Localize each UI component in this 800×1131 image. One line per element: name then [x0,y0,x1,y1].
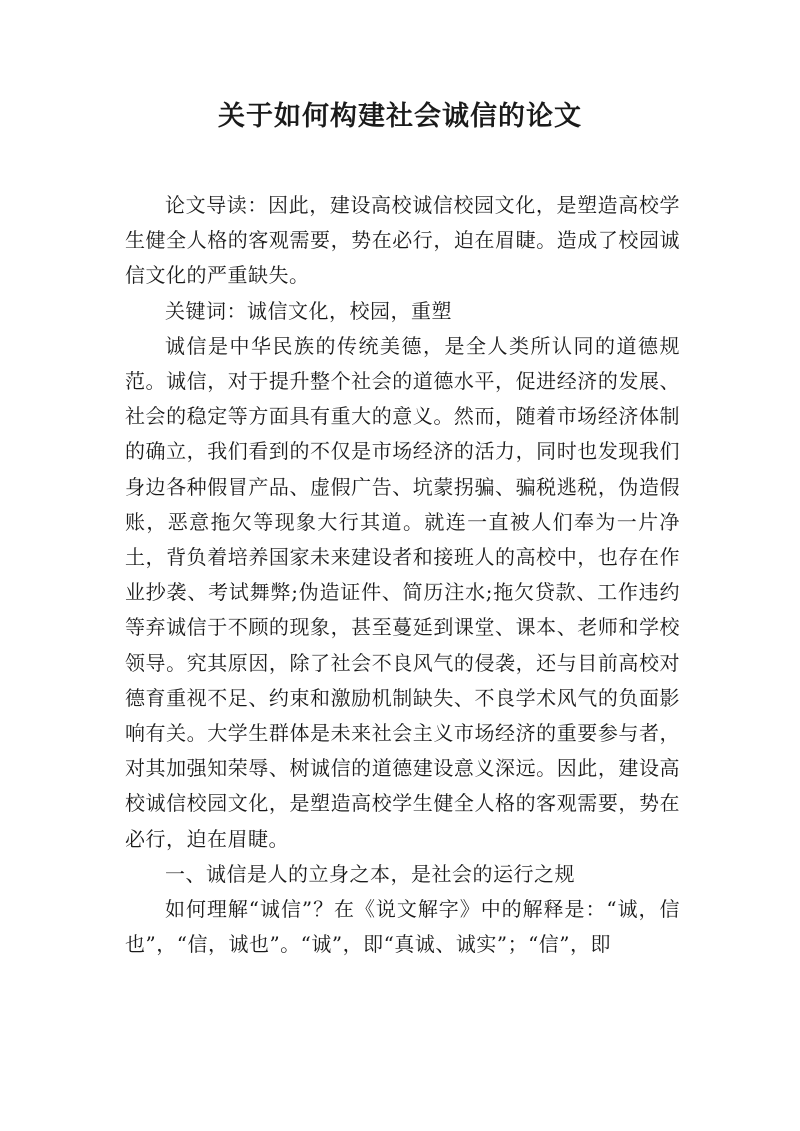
abstract-paragraph: 论文导读：因此，建设高校诚信校园文化，是塑造高校学生健全人格的客观需要，势在必行，迫在眉睫。造成了校园诚信文化的严重缺失。 [125,193,680,288]
body-paragraph: 诚信是中华民族的传统美德，是全人类所认同的道德规范。诚信，对于提升整个社会的道德水平，促进经济的发展、社会的稳定等方面具有重大的意义。然而，随着市场经济体制的确立，我们看到的不仅是市场经济的活力，同时也发现我们身边各种假冒产品、虚假广告、坑蒙拐骗、骗税逃税，伪造假账，恶意拖欠等现象大行其道。就连一直被人们奉为一片净土，背负着培养国家未来建设者和接班人的高校中，也存在作业抄袭、考试舞弊;伪造证件、简历注水;拖欠贷款、工作违约等弃诚信于不顾的现象，甚至蔓延到课堂、课本、老师和学校领导。究其原因，除了社会不良风气的侵袭，还与目前高校对德育重视不足、约束和激励机制缺失、不良学术风气的负面影响有关。大学生群体是未来社会主义市场经济的重要参与者，对其加强知荣辱、树诚信的道德建设意义深远。因此，建设高校诚信校园文化，是塑造高校学生健全人格的客观需要，势在必行，迫在眉睫。 [125,333,680,851]
section-heading: 一、诚信是人的立身之本，是社会的运行之规 [165,861,575,886]
keywords-paragraph: 关键词：诚信文化，校园，重塑 [165,298,452,323]
document-title: 关于如何构建社会诚信的论文 [218,101,582,132]
document-body [125,188,680,962]
body-paragraph: 如何理解“诚信”？在《说文解字》中的解释是：“诚，信也”，“信，诚也”。“诚”，即“真诚、诚实”；“信”，即 [125,897,680,957]
